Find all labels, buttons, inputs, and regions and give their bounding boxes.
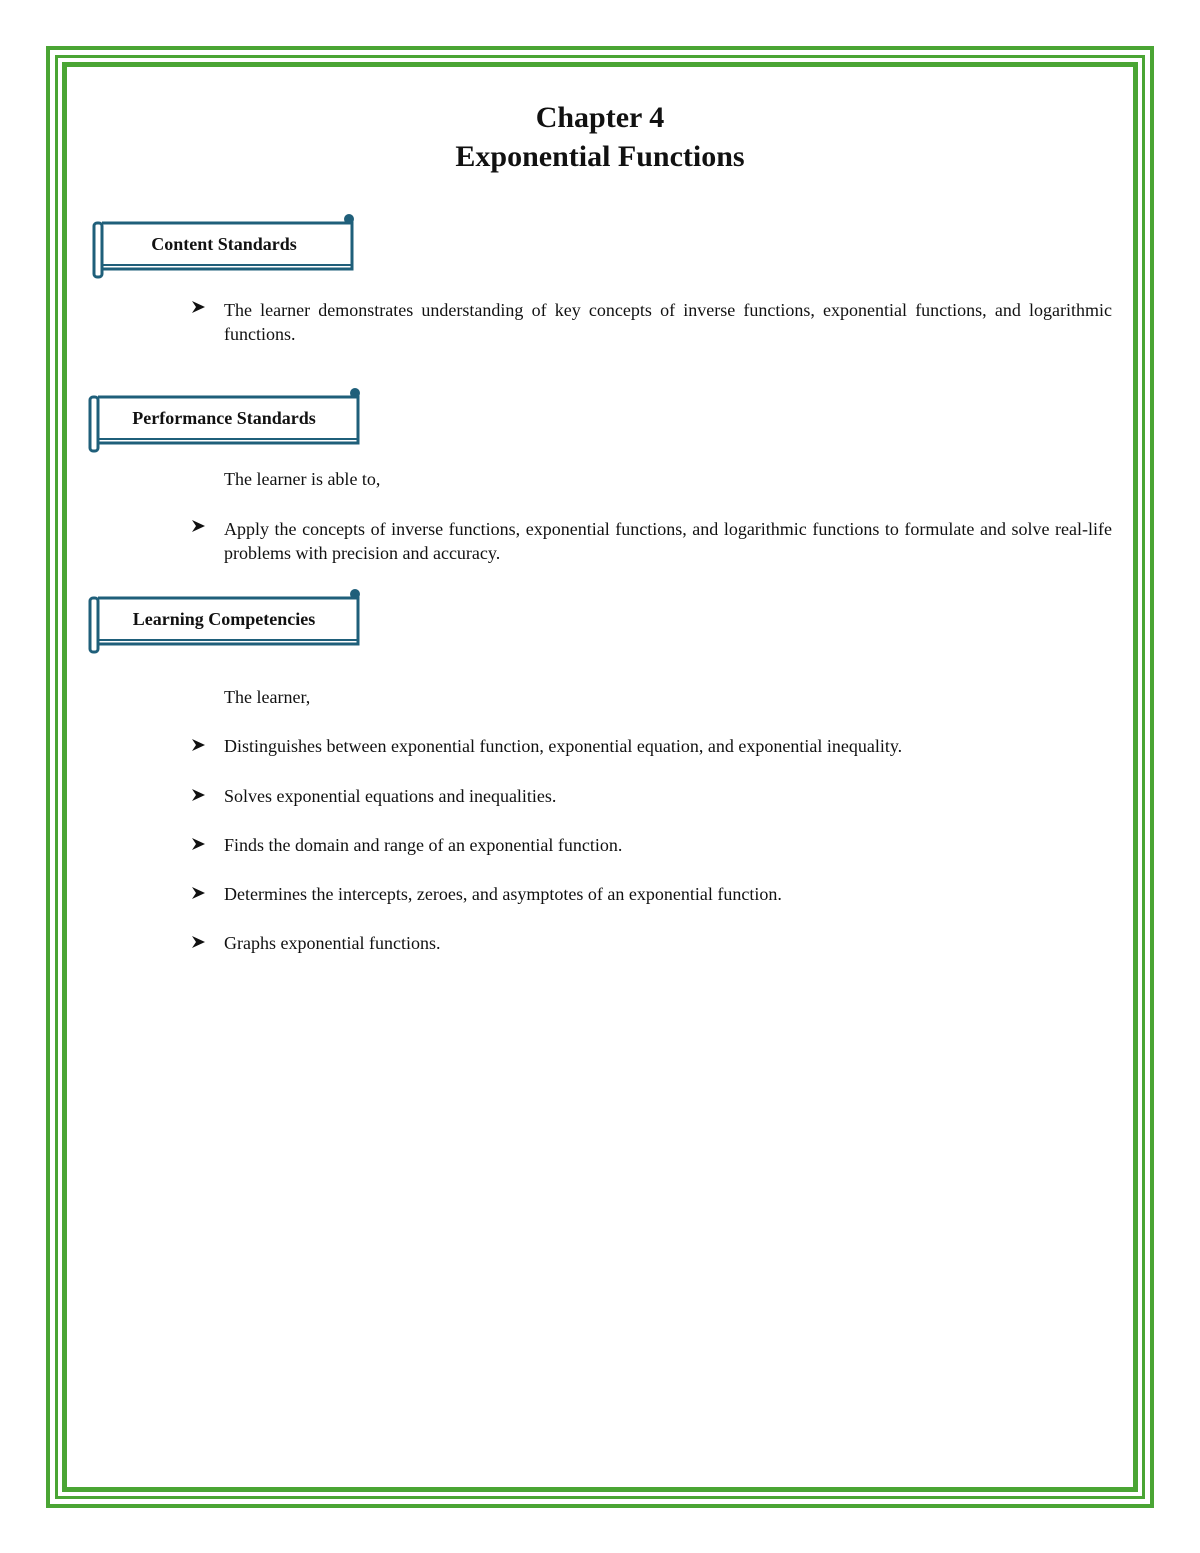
arrow-bullet-icon bbox=[190, 736, 208, 754]
performance-standards-label: Performance Standards bbox=[132, 408, 316, 428]
competency-text: Finds the domain and range of an exponential function. bbox=[224, 835, 623, 855]
arrow-bullet-icon bbox=[190, 884, 208, 902]
competency-item bbox=[224, 933, 440, 954]
chapter-title: Exponential Functions bbox=[455, 140, 745, 173]
arrow-bullet-icon bbox=[190, 298, 208, 316]
content-standards-label: Content Standards bbox=[151, 234, 297, 254]
arrow-bullet-icon bbox=[190, 517, 208, 535]
competency-item bbox=[224, 884, 782, 905]
content-standards-banner bbox=[90, 213, 358, 279]
competency-item bbox=[224, 835, 622, 856]
competencies-lead: The learner, bbox=[224, 687, 311, 707]
arrow-bullet-icon bbox=[190, 835, 208, 853]
performance-lead: The learner is able to, bbox=[224, 469, 381, 489]
competency-item bbox=[224, 786, 556, 807]
learning-competencies-label: Learning Competencies bbox=[132, 609, 316, 629]
competency-text: Distinguishes between exponential function, exponential equation, and exponential inequality. bbox=[224, 736, 903, 756]
arrow-bullet-icon bbox=[190, 786, 208, 804]
competency-text: Solves exponential equations and inequalities. bbox=[224, 786, 557, 806]
competency-text: Graphs exponential functions. bbox=[224, 933, 441, 953]
competency-item bbox=[224, 736, 902, 757]
competency-text: Determines the intercepts, zeroes, and asymptotes of an exponential function. bbox=[224, 884, 782, 904]
chapter-number: Chapter 4 bbox=[535, 101, 665, 134]
arrow-bullet-icon bbox=[190, 933, 208, 951]
performance-standard-text: Apply the concepts of inverse functions, exponential functions, and logarithmic functions to formulate and solve real-life problems with precision and accuracy. bbox=[224, 519, 1112, 563]
content-standard-text: The learner demonstrates understanding of key concepts of inverse functions, exponential functions, and logarithmic functions. bbox=[224, 300, 1112, 344]
performance-standard-item bbox=[224, 517, 1112, 565]
content-standard-item bbox=[224, 298, 1112, 346]
performance-standards-banner bbox=[86, 387, 362, 453]
learning-competencies-banner bbox=[86, 588, 362, 654]
